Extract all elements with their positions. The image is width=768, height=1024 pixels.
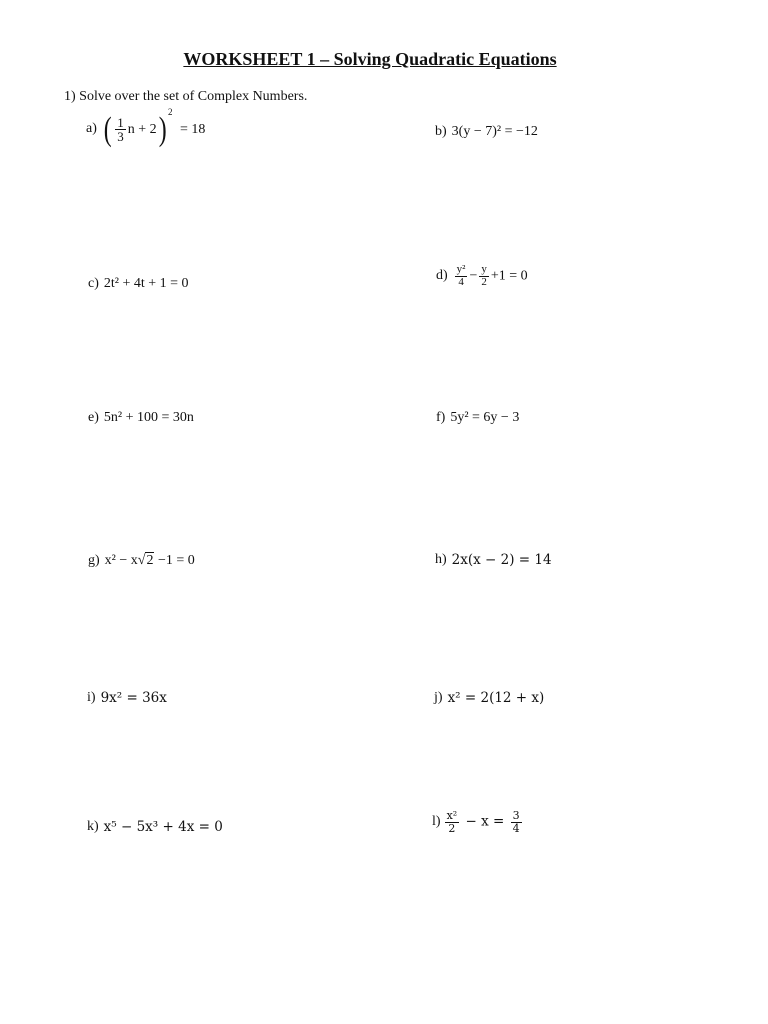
problem-e-equation: 5n² + 100 = 30n <box>103 410 194 425</box>
problem-k-label: k) <box>87 819 99 834</box>
problem-i-label: i) <box>87 690 96 705</box>
problem-f-label: f) <box>436 410 446 425</box>
problem-i-equation: 9x² = 36x <box>100 690 167 706</box>
problem-e <box>88 410 194 426</box>
problem-a <box>86 107 206 148</box>
problem-l <box>432 810 524 834</box>
problem-b-equation: 3(y − 7)² = −12 <box>451 124 538 139</box>
problem-d-equation <box>453 264 528 288</box>
d-minus: − <box>469 268 478 284</box>
problem-h-equation: 2x(x − 2) = 14 <box>451 552 552 568</box>
problem-j <box>434 690 544 706</box>
problem-e-label: e) <box>88 410 99 425</box>
problem-b <box>435 124 538 140</box>
right-paren: ) <box>158 110 167 148</box>
instruction-text: 1) Solve over the set of Complex Numbers. <box>64 89 308 104</box>
square-root: √2 <box>137 553 154 568</box>
left-paren: ( <box>103 110 112 148</box>
a-rhs: = 18 <box>179 122 206 137</box>
problem-f-equation: 5y² = 6y − 3 <box>450 410 520 425</box>
fraction-three-quarters: $\frac{3}{4}$ <box>512 809 520 835</box>
problem-g-label: g) <box>88 553 100 568</box>
fraction-one-third: $\frac{1}{3}$ <box>117 114 124 145</box>
a-exponent: 2 <box>167 107 173 117</box>
d-rhs: +1 = 0 <box>490 268 528 284</box>
problem-g-equation <box>105 553 195 569</box>
problem-l-equation <box>443 810 524 834</box>
problem-c-equation: 2t² + 4t + 1 = 0 <box>103 276 189 291</box>
a-inner: n + 2 <box>127 122 157 137</box>
problem-f <box>436 410 519 426</box>
problem-a-equation <box>102 107 206 148</box>
fraction-y-over-2: $\frac{y}{2}$ <box>481 263 487 288</box>
problem-d <box>436 264 528 288</box>
problem-c <box>88 276 189 292</box>
problem-i <box>87 690 167 706</box>
problem-j-equation: x² = 2(12 + x) <box>447 690 545 706</box>
problem-j-label: j) <box>434 690 443 705</box>
problem-g <box>88 553 195 569</box>
problem-k <box>87 819 223 835</box>
problem-h <box>435 552 552 568</box>
problem-c-label: c) <box>88 276 99 291</box>
fraction-y-squared-over-4: $\frac{\text{y²}}{4}$ <box>456 263 466 288</box>
problem-d-label: d) <box>436 268 448 284</box>
g-rhs: −1 = 0 <box>157 553 195 568</box>
problem-a-label: a) <box>86 121 97 137</box>
l-mid: − x = <box>465 813 505 830</box>
problem-b-label: b) <box>435 124 447 139</box>
problem-k-equation: x⁵ − 5x³ + 4x = 0 <box>103 819 223 835</box>
problem-l-label: l) <box>432 814 441 830</box>
g-lhs: x² − x <box>104 553 138 568</box>
page-title: WORKSHEET 1 – Solving Quadratic Equations <box>183 49 557 69</box>
fraction-x-squared-over-2: $\frac{\text{x²}}{2}$ <box>446 809 458 835</box>
problem-h-label: h) <box>435 552 447 567</box>
